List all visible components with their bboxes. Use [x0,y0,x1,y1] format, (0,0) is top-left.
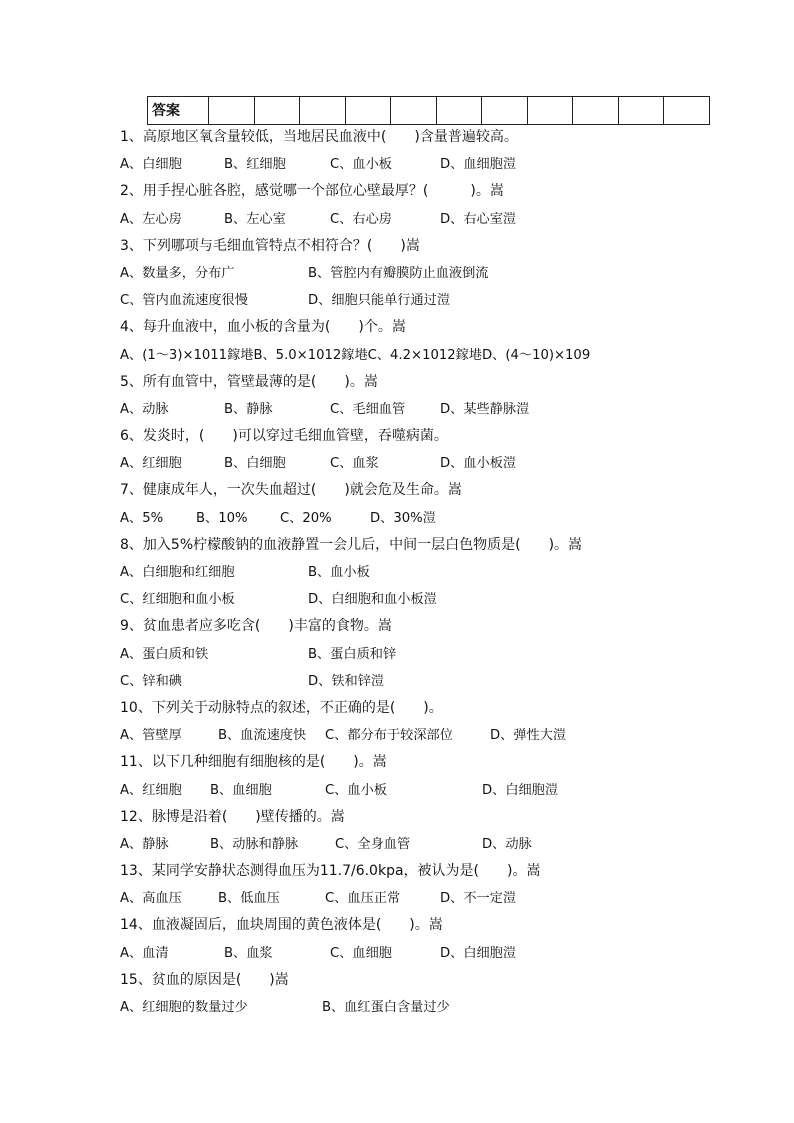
option-a[interactable]: C、管内血流速度很慢 [120,293,248,309]
question-stem: 5、所有血管中，管壁最薄的是( )。嵩 [120,373,378,390]
option-b[interactable]: D、细胞只能单行通过溰 [308,293,451,309]
option-a[interactable]: A、高血压 [120,891,182,907]
option-c[interactable]: C、血浆 [330,456,379,472]
option-b[interactable]: B、10% [196,510,248,526]
option-b[interactable]: B、血细胞 [210,782,272,798]
option-a[interactable]: A、白细胞 [120,157,182,173]
answer-table [147,96,710,125]
option-a[interactable]: C、红细胞和血小板 [120,592,235,608]
option-c[interactable]: C、全身血管 [335,836,411,852]
option-a[interactable]: A、红细胞 [120,456,182,472]
question-stem: 15、贫血的原因是( )嵩 [120,971,289,988]
answer-cell[interactable] [254,97,300,125]
option-row [120,777,780,804]
answer-cell[interactable] [391,97,437,125]
option-a[interactable]: A、(1～3)×1011鎵塂B、5.0×1012鎵塂C、4.2×1012鎵塂D、(4～10)×109 [120,347,591,363]
option-d[interactable]: D、右心室溰 [440,211,517,227]
answer-cell[interactable] [345,97,391,125]
option-row [120,287,780,314]
option-row [120,668,780,695]
option-a[interactable]: A、红细胞 [120,782,182,798]
option-a[interactable]: A、白细胞和红细胞 [120,565,235,580]
answer-cell[interactable] [664,97,710,125]
question-stem: 12、脉博是沿着( )壁传播的。嵩 [120,808,345,825]
answer-cell[interactable] [527,97,573,125]
question-stem: 1、高原地区氧含量较低，当地居民血液中( )含量普遍较高。 [120,129,518,145]
option-d[interactable]: D、弹性大溰 [490,728,567,744]
option-b[interactable]: B、血小板 [308,565,370,580]
option-a[interactable]: C、锌和碘 [120,673,182,689]
option-b[interactable]: B、血流速度快 [218,728,307,744]
option-a[interactable]: A、左心房 [120,211,182,227]
option-a[interactable]: A、血清 [120,945,169,961]
option-b[interactable]: B、左心室 [224,211,286,227]
option-a[interactable]: A、动脉 [120,401,169,417]
option-row [120,586,780,613]
option-a[interactable]: A、静脉 [120,836,169,852]
option-b[interactable]: B、低血压 [218,891,280,907]
option-d[interactable]: D、不一定溰 [440,891,517,907]
option-c[interactable]: C、血细胞 [330,945,392,961]
option-d[interactable]: D、30%溰 [370,510,436,526]
option-b[interactable]: B、血红蛋白含量过少 [322,1000,450,1015]
answer-cell[interactable] [209,97,255,125]
question-stem: 7、健康成年人，一次失血超过( )就会危及生命。嵩 [120,482,462,499]
question-stem: 14、血液凝固后，血块周围的黄色液体是( )。嵩 [120,917,443,934]
option-row [120,641,780,668]
option-c[interactable]: C、血压正常 [325,891,401,907]
answer-cell[interactable] [573,97,619,125]
option-d[interactable]: D、某些静脉溰 [440,401,530,417]
option-row [120,151,780,178]
option-b[interactable]: B、动脉和静脉 [210,836,299,852]
option-row [120,450,780,477]
option-row [120,342,780,369]
option-row [120,260,780,287]
answer-row [148,97,710,125]
question-stem: 2、用手捏心脏各腔，感觉哪一个部位心壁最厚？( )。嵩 [120,183,504,200]
answer-cell[interactable] [436,97,482,125]
option-row [120,559,780,586]
question-stem: 9、贫血患者应多吃含( )丰富的食物。嵩 [120,618,392,635]
option-b[interactable]: B、静脉 [224,401,273,417]
answer-table-header: 答案 [148,97,209,125]
option-b[interactable]: B、管腔内有瓣膜防止血液倒流 [308,265,489,281]
option-row [120,885,780,912]
option-d[interactable]: D、血细胞溰 [440,157,517,173]
option-row [120,396,780,423]
option-d[interactable]: D、白细胞溰 [440,945,517,961]
answer-cell[interactable] [300,97,346,125]
question-stem: 11、以下几种细胞有细胞核的是( )。嵩 [120,754,387,771]
option-a[interactable]: A、5% [120,510,164,526]
option-c[interactable]: C、右心房 [330,211,392,227]
option-b[interactable]: B、红细胞 [224,157,286,173]
question-stem: 8、加入5%柠檬酸钠的血液静置一会儿后，中间一层白色物质是( )。嵩 [120,536,583,553]
option-row [120,206,780,233]
question-stem: 10、下列关于动脉特点的叙述，不正确的是( )。 [120,699,443,716]
question-stem: 13、某同学安静状态测得血压为11.7/6.0kpa，被认为是( )。嵩 [120,863,541,880]
option-c[interactable]: C、20% [280,510,332,526]
question-stem: 6、发炎时，( )可以穿过毛细血管壁，吞噬病菌。 [120,428,448,445]
option-d[interactable]: D、动脉 [482,836,532,852]
option-a[interactable]: A、蛋白质和铁 [120,646,209,662]
option-a[interactable]: A、管壁厚 [120,728,182,744]
question-stem: 3、下列哪项与毛细血管特点不相符合？( )嵩 [120,237,420,254]
option-b[interactable]: B、蛋白质和锌 [308,646,397,662]
option-b[interactable]: B、白细胞 [224,456,286,472]
option-d[interactable]: D、白细胞溰 [482,782,559,798]
answer-cell[interactable] [482,97,528,125]
option-b[interactable]: B、血浆 [224,945,273,961]
option-row [120,994,780,1021]
option-a[interactable]: A、红细胞的数量过少 [120,1000,248,1015]
option-b[interactable]: D、铁和锌溰 [308,673,385,689]
option-a[interactable]: A、数量多，分布广 [120,265,235,281]
option-c[interactable]: C、毛细血管 [330,401,406,417]
answer-cell[interactable] [618,97,664,125]
question-list [120,124,780,1021]
option-row [120,722,780,749]
option-d[interactable]: D、血小板溰 [440,456,517,472]
option-c[interactable]: C、血小板 [325,782,387,798]
option-c[interactable]: C、血小板 [330,157,392,173]
option-row [120,505,780,532]
option-b[interactable]: D、白细胞和血小板溰 [308,592,437,608]
option-row [120,831,780,858]
option-c[interactable]: C、都分布于较深部位 [325,728,453,744]
question-stem: 4、每升血液中，血小板的含量为( )个。嵩 [120,319,406,336]
option-row [120,940,780,967]
